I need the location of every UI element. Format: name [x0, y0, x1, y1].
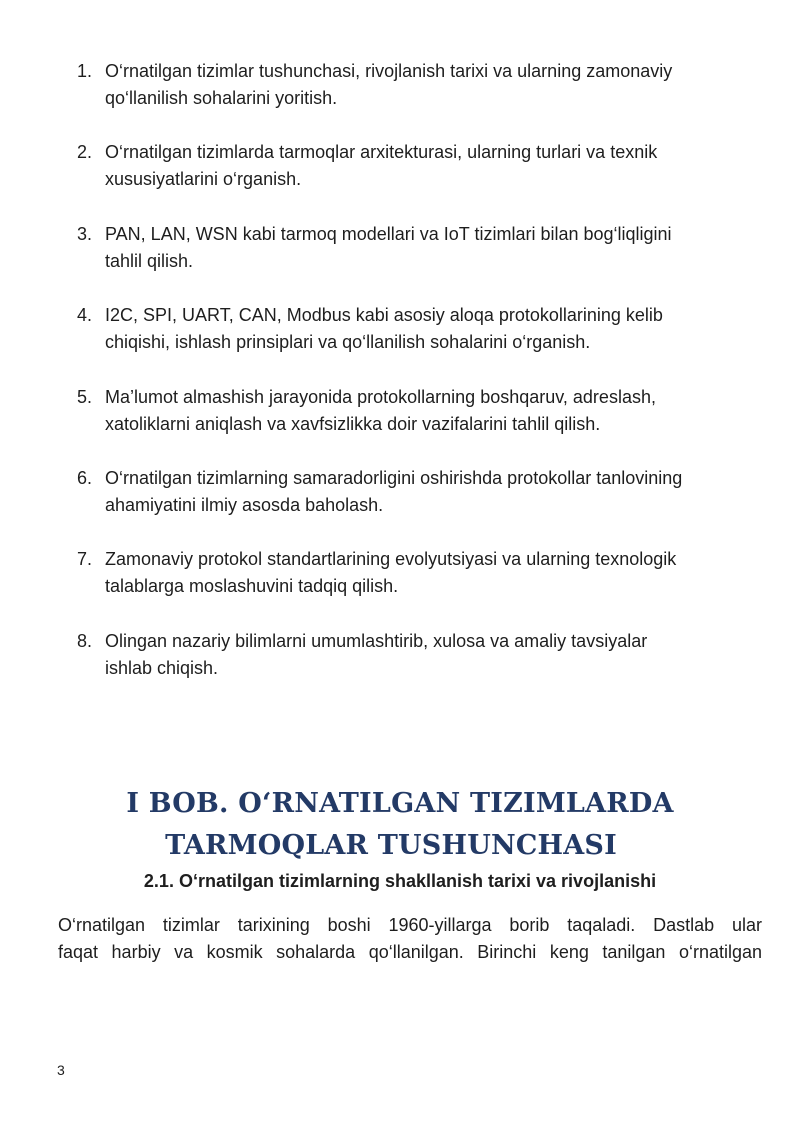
chapter-title-line-2: TARMOQLAR TUSHUNCHASI: [165, 830, 617, 861]
list-item-text: I2C, SPI, UART, CAN, Modbus kabi asosiy aloqa protokollarining kelib chiqishi, ishlash prinsiplari va qo‘llanilish sohalarini o‘rganish.: [105, 305, 663, 353]
list-item: [77, 139, 767, 193]
list-item: [77, 302, 767, 356]
paragraph-line: faqat harbiy va kosmik sohalarda qo‘llanilgan. Birinchi keng tanilgan o‘rnatilgan: [58, 942, 762, 962]
list-item-text: O‘rnatilgan tizimlar tushunchasi, rivojlanish tarixi va ularning zamonaviy qo‘llanilish sohalarini yoritish.: [105, 61, 673, 108]
list-item-number: 5.: [77, 386, 93, 407]
list-item-text: O‘rnatilgan tizimlarda tarmoqlar arxitekturasi, ularning turlari va texnik xususiyatlarini o‘rganish.: [105, 142, 658, 190]
paragraph-line: O‘rnatilgan tizimlar tarixining boshi 1960-yillarga borib taqaladi. Dastlab ular: [58, 915, 762, 935]
list-item-number: 3.: [77, 223, 93, 244]
list-item-text: Ma’lumot almashish jarayonida protokollarning boshqaruv, adreslash, xatoliklarni aniqlash va xavfsizlikka doir vazifalarini tahlil qilish.: [105, 386, 656, 434]
list-item: [77, 58, 767, 112]
list-item: [77, 384, 767, 438]
body-paragraph: [58, 912, 762, 966]
list-item-number: 8.: [77, 630, 93, 651]
list-item-number: 2.: [77, 142, 93, 163]
list-item: [77, 221, 767, 275]
list-item-number: 4.: [77, 305, 93, 326]
list-item: [77, 546, 767, 600]
list-item-text: Zamonaviy protokol standartlarining evolyutsiyasi va ularning texnologik talablarga moslashuvini tadqiq qilish.: [105, 549, 677, 597]
objectives-list: [77, 58, 767, 709]
list-item: [77, 465, 767, 519]
chapter-title: [0, 783, 800, 867]
list-item-number: 6.: [77, 467, 93, 488]
chapter-title-line-1: I BOB. O‘RNATILGAN TIZIMLARDA: [126, 788, 674, 819]
list-item-text: PAN, LAN, WSN kabi tarmoq modellari va IoT tizimlari bilan bog‘liqligini tahlil qilish.: [105, 223, 672, 271]
list-item-text: O‘rnatilgan tizimlarning samaradorligini oshirishda protokollar tanlovining ahamiyatini ilmiy asosda baholash.: [105, 467, 683, 515]
section-title: 2.1. O‘rnatilgan tizimlarning shakllanish tarixi va rivojlanishi: [143, 871, 657, 891]
list-item-text: Olingan nazariy bilimlarni umumlashtirib, xulosa va amaliy tavsiyalar ishlab chiqish.: [105, 630, 648, 678]
list-item-number: 7.: [77, 549, 93, 570]
list-item: [77, 628, 767, 682]
list-item-number: 1.: [77, 61, 93, 81]
page-number: 3: [57, 1062, 65, 1078]
